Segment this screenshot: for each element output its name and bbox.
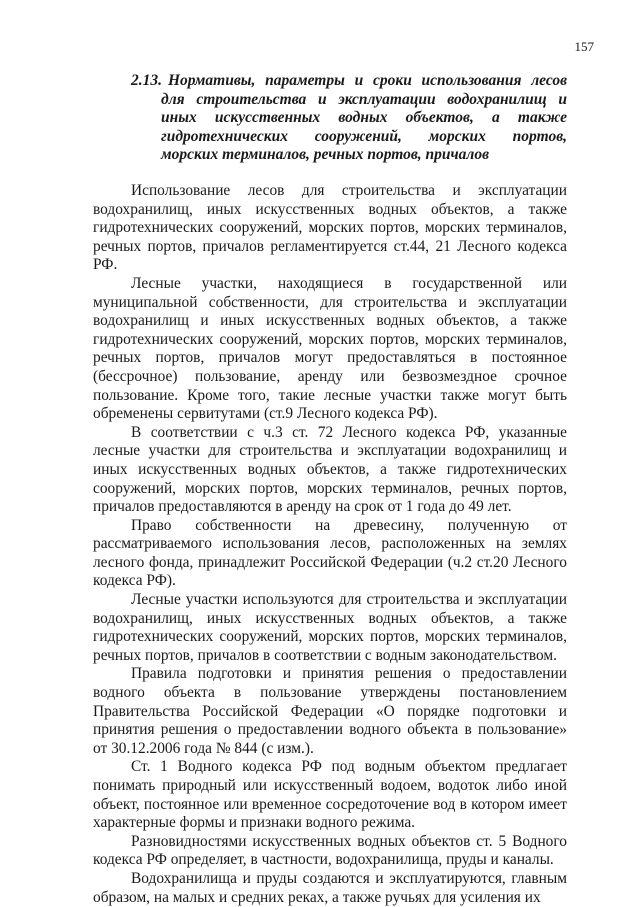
paragraph: Лесные участки, находящиеся в государственной или муниципальной собственности, для строительства и эксплуатации водохранилищ и иных искусственных водных объектов, а также гидротехнических сооружений, морских портов, морских терминалов, речных портов, причалов могут предоставляться в постоянное (бессрочное) пользование, аренду или безвозмездное срочное пользование. Кроме того, такие лесные участки также могут быть обременены сервитутами (ст.9 Лесного кодекса РФ). [93, 274, 567, 423]
heading-line-2: для строительства и эксплуатации водохранилищ и [161, 90, 567, 108]
paragraph: Водохранилища и пруды создаются и эксплуатируются, главным образом, на малых и средних реках, а также ручьях для усиления их [93, 869, 567, 906]
paragraph: Право собственности на древесину, полученную от рассматриваемого использования лесов, расположенных на землях лесного фонда, принадлежит Российской Федерации (ч.2 ст.20 Лесного кодекса РФ). [93, 516, 567, 590]
body-text [93, 182, 567, 907]
heading-line-1 [131, 72, 567, 91]
paragraph: Лесные участки используются для строительства и эксплуатации водохранилищ, иных искусственных водных объектов, а также гидротехнических сооружений, морских портов, морских терминалов, речных портов, причалов в соответствии с водным законодательством. [93, 591, 567, 664]
section-number: 2.13. [131, 72, 162, 89]
paragraph: Правила подготовки и принятия решения о предоставлении водного объекта в пользование утверждены постановлением Правительства Российской Федерации «О порядке подготовки и принятия решения о предоставлении водного объекта в пользование» от 30.12.2006 года № 844 (с изм.). [93, 665, 567, 757]
section-heading [131, 72, 567, 165]
paragraph: Использование лесов для строительства и эксплуатации водохранилищ, иных искусственных водных объектов, а также гидротехнических сооружений, морских портов, морских терминалов, речных портов, причалов регламентируется ст.44, 21 Лесного кодекса РФ. [93, 182, 567, 274]
heading-line-4: гидротехнических сооружений, морских портов, [161, 127, 567, 145]
paragraph: Ст. 1 Водного кодекса РФ под водным объектом предлагает понимать природный или искусственный водоем, водоток либо иной объект, постоянное или временное сосредоточение вод в котором имеет характерные формы и признаки водного режима. [93, 758, 567, 832]
paragraph: В соответствии с ч.3 ст. 72 Лесного кодекса РФ, указанные лесные участки для строительства и эксплуатации водохранилищ и иных искусственных водных объектов, а также гидротехнических сооружений, морских портов, морских терминалов, речных портов, причалов предоставляются в аренду на срок от 1 года до 49 лет. [93, 423, 567, 516]
heading-text-1: Нормативы, параметры и сроки использования лесов [168, 72, 567, 89]
heading-line-5: морских терминалов, речных портов, причалов [161, 146, 490, 164]
heading-line-3: иных искусственных водных объектов, а также [161, 109, 567, 127]
paragraph: Разновидностями искусственных водных объектов ст. 5 Водного кодекса РФ определяет, в частности, водохранилища, пруды и каналы. [93, 832, 567, 869]
page-number: 157 [574, 39, 594, 54]
